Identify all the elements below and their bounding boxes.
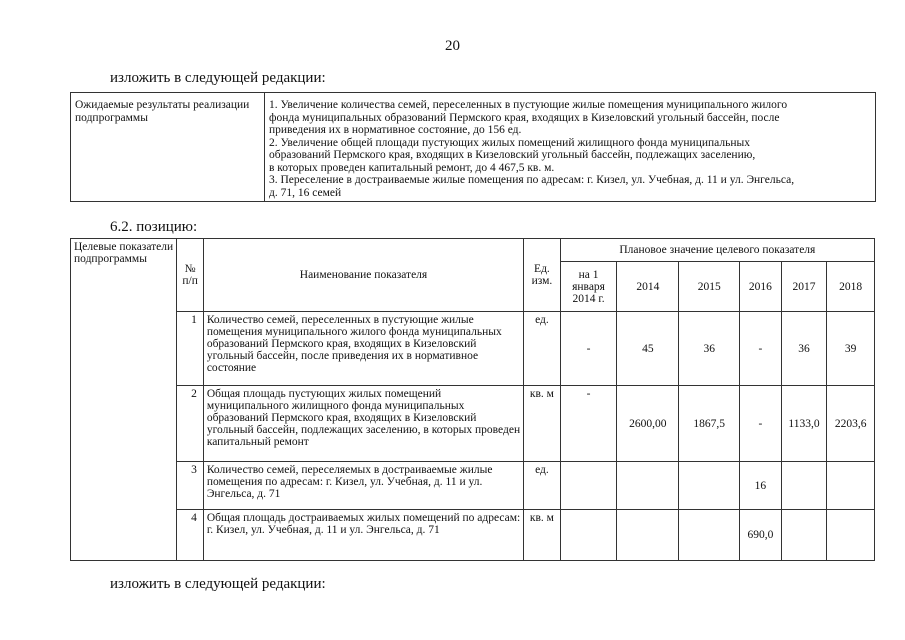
results-line: приведения их в нормативное состояние, до 156 ед. xyxy=(269,124,522,136)
indicator-value: - xyxy=(560,312,617,386)
plan-column-header: Плановое значение целевого показателя xyxy=(560,239,874,262)
indicators-table xyxy=(70,238,875,561)
indicator-unit: ед. xyxy=(524,312,560,386)
year-header: 2015 xyxy=(679,262,740,312)
indicator-value xyxy=(781,462,827,510)
indicator-value xyxy=(560,462,617,510)
results-line: д. 71, 16 семей xyxy=(269,186,342,199)
indicator-value: - xyxy=(740,312,782,386)
table-row xyxy=(71,312,875,386)
row-number: 1 xyxy=(177,312,203,386)
name-column-header: Наименование показателя xyxy=(203,239,523,312)
page-number: 20 xyxy=(445,38,460,54)
indicator-value: 1133,0 xyxy=(781,386,827,462)
indicator-value: 2203,6 xyxy=(827,386,875,462)
indicator-value: 39 xyxy=(827,312,875,386)
indicator-name: Количество семей, переселяемых в достраиваемые жилые помещения по адресам: г. Кизел, ул. Учебная, д. 11 и ул. Энгельса, д. 71 xyxy=(203,462,523,510)
indicator-value: 1867,5 xyxy=(679,386,740,462)
indicator-value xyxy=(679,462,740,510)
indicator-name: Количество семей, переселенных в пустующие жилые помещения муниципального жилого фонда муниципальных образований Пермского края, входящих в Кизеловский угольный бассейн, после приведения их в нормативное состояние xyxy=(203,312,523,386)
table-row xyxy=(71,510,875,561)
year-header: 2017 xyxy=(781,262,827,312)
results-line: фонда муниципальных образований Пермского края, входящих в Кизеловский угольный бассейн, после xyxy=(269,111,780,124)
indicator-value: 690,0 xyxy=(740,510,782,561)
indicator-name: Общая площадь пустующих жилых помещений муниципального жилищного фонда муниципальных образований Пермского края, входящих в Кизеловский угольный бассейн, подлежащих заселению, в которых проведен капитальный ремонт xyxy=(203,386,523,462)
results-row xyxy=(71,93,876,202)
indicator-value: 36 xyxy=(679,312,740,386)
indicator-unit: ед. xyxy=(524,462,560,510)
results-line: 1. Увеличение количества семей, переселенных в пустующие жилые помещения муниципального жилого xyxy=(269,99,788,111)
intro-paragraph: изложить в следующей редакции: xyxy=(110,576,326,592)
results-line: 3. Переселение в достраиваемые жилые помещения по адресам: г. Кизел, ул. Учебная, д. 11 и ул. Энгельса, xyxy=(269,174,795,186)
indicator-value xyxy=(617,462,679,510)
row-number: 4 xyxy=(177,510,203,561)
results-label: Ожидаемые результаты реализации подпрограммы xyxy=(71,93,265,202)
indicator-value xyxy=(617,510,679,561)
header-row-1 xyxy=(71,239,875,262)
section-heading: 6.2. позицию: xyxy=(110,219,198,235)
results-line: образований Пермского края, входящих в Кизеловский угольный бассейн, подлежащих заселению, xyxy=(269,149,756,161)
num-column-header: № п/п xyxy=(177,239,203,312)
indicator-unit: кв. м xyxy=(524,510,560,561)
year-header: 2014 xyxy=(617,262,679,312)
indicator-value xyxy=(827,510,875,561)
row-number: 3 xyxy=(177,462,203,510)
results-text xyxy=(265,93,876,202)
results-line: 2. Увеличение общей площади пустующих жилых помещений жилищного фонда муниципальных xyxy=(269,136,750,149)
indicator-value: 2600,00 xyxy=(617,386,679,462)
indicator-value: 36 xyxy=(781,312,827,386)
unit-column-header: Ед. изм. xyxy=(524,239,560,312)
indicator-name: Общая площадь достраиваемых жилых помещений по адресам: г. Кизел, ул. Учебная, д. 11 и ул. Энгельса, д. 71 xyxy=(203,510,523,561)
indicator-value: - xyxy=(560,386,617,462)
intro-paragraph: изложить в следующей редакции: xyxy=(110,70,326,86)
goal-column-header: Целевые показатели подпрограммы xyxy=(71,239,177,561)
row-number: 2 xyxy=(177,386,203,462)
year-header: 2018 xyxy=(827,262,875,312)
year-header: на 1 января 2014 г. xyxy=(560,262,617,312)
table-row xyxy=(71,386,875,462)
indicator-value: 45 xyxy=(617,312,679,386)
results-table xyxy=(70,92,876,202)
indicator-value: 16 xyxy=(740,462,782,510)
indicator-unit: кв. м xyxy=(524,386,560,462)
indicator-value xyxy=(781,510,827,561)
table-row xyxy=(71,462,875,510)
indicator-value xyxy=(679,510,740,561)
indicator-value xyxy=(560,510,617,561)
results-line: в которых проведен капитальный ремонт, до 4 467,5 кв. м. xyxy=(269,161,555,174)
indicator-value xyxy=(827,462,875,510)
year-header: 2016 xyxy=(740,262,782,312)
indicator-value: - xyxy=(740,386,782,462)
